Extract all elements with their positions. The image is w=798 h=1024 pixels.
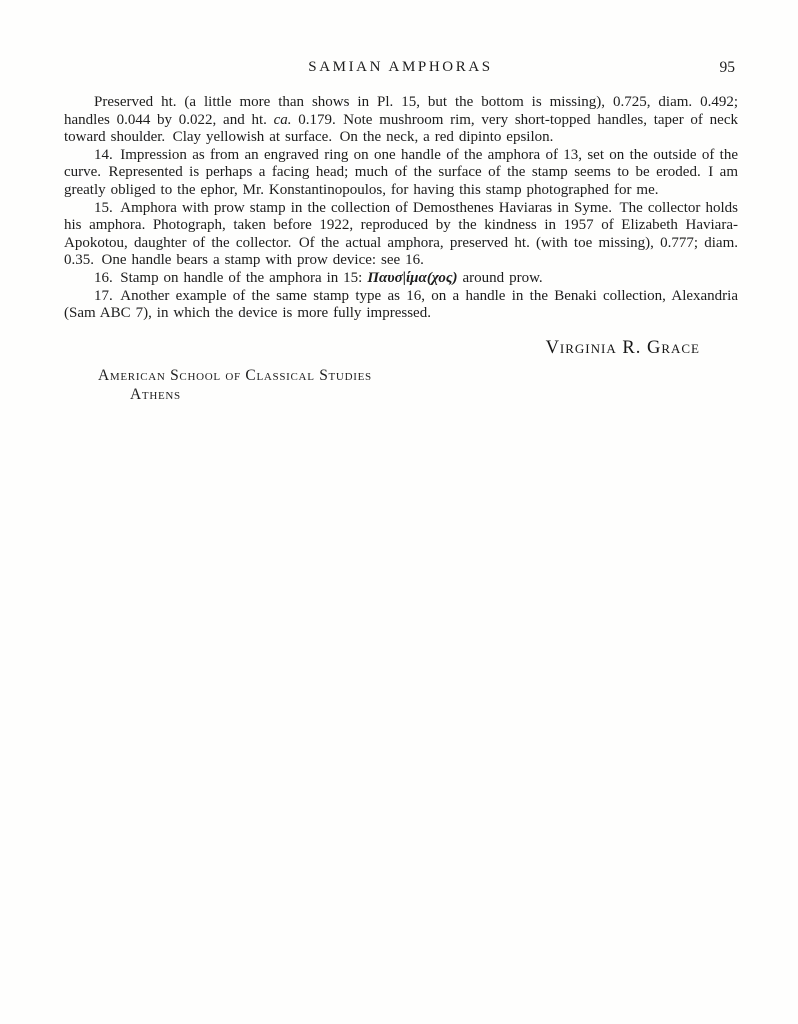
- affiliation-institution: American School of Classical Studies: [98, 366, 372, 384]
- text-run: 16. Stamp on handle of the amphora in 15:: [94, 269, 368, 286]
- text-run: 0.179. Note mushroom rim, very short-topped handles, taper of neck toward shoulder. Clay yellowish at surface. On the neck, a red dipinto epsilon.: [64, 111, 738, 146]
- paragraph-item-16: [64, 270, 738, 288]
- affiliation-city: Athens: [130, 385, 181, 403]
- paragraph-item-17: [64, 288, 738, 323]
- text-run: ca.: [273, 111, 292, 128]
- page-body: [64, 94, 738, 404]
- author-signature: Virginia R. Grace: [545, 337, 700, 358]
- greek-stamp-reading: Παυσ|ίμα(χος): [367, 269, 458, 286]
- text-run: around prow.: [457, 269, 543, 286]
- paragraph-item-15: [64, 200, 738, 270]
- paragraph-preserved-dimensions: [64, 94, 738, 147]
- running-title: SAMIAN AMPHORAS: [308, 59, 493, 75]
- page-header: [64, 59, 737, 79]
- text-run: Preserved ht. (a little more than shows in Pl. 15, but the bottom is missing), 0.725, diam. 0.492; handles 0.044 by 0.022, and ht.: [64, 94, 738, 128]
- paragraph-item-14: [64, 147, 738, 200]
- text-run: 15. Amphora with prow stamp in the collection of Demosthenes Haviaras in Syme. The collector holds his amphora. Photograph, taken before 1922, reproduced by the kindness in 1957 of Elizabeth Haviara-Apokotou, daughter of the collector. Of the actual amphora, preserved ht. (with toe missing), 0.777; diam. 0.35. One handle bears a stamp with prow device: see 16.: [64, 199, 738, 269]
- text-run: 17. Another example of the same stamp type as 16, on a handle in the Benaki collection, Alexandria (Sam ABC 7), in which the device is more fully impressed.: [64, 287, 738, 322]
- text-run: 14. Impression as from an engraved ring on one handle of the amphora of 13, set on the outside of the curve. Represented is perhaps a facing head; much of the surface of the stamp seems to be eroded. I am greatly obliged to the ephor, Mr. Konstantinopoulos, for having this stamp photographed for me.: [64, 146, 738, 198]
- page-number: 95: [719, 59, 735, 76]
